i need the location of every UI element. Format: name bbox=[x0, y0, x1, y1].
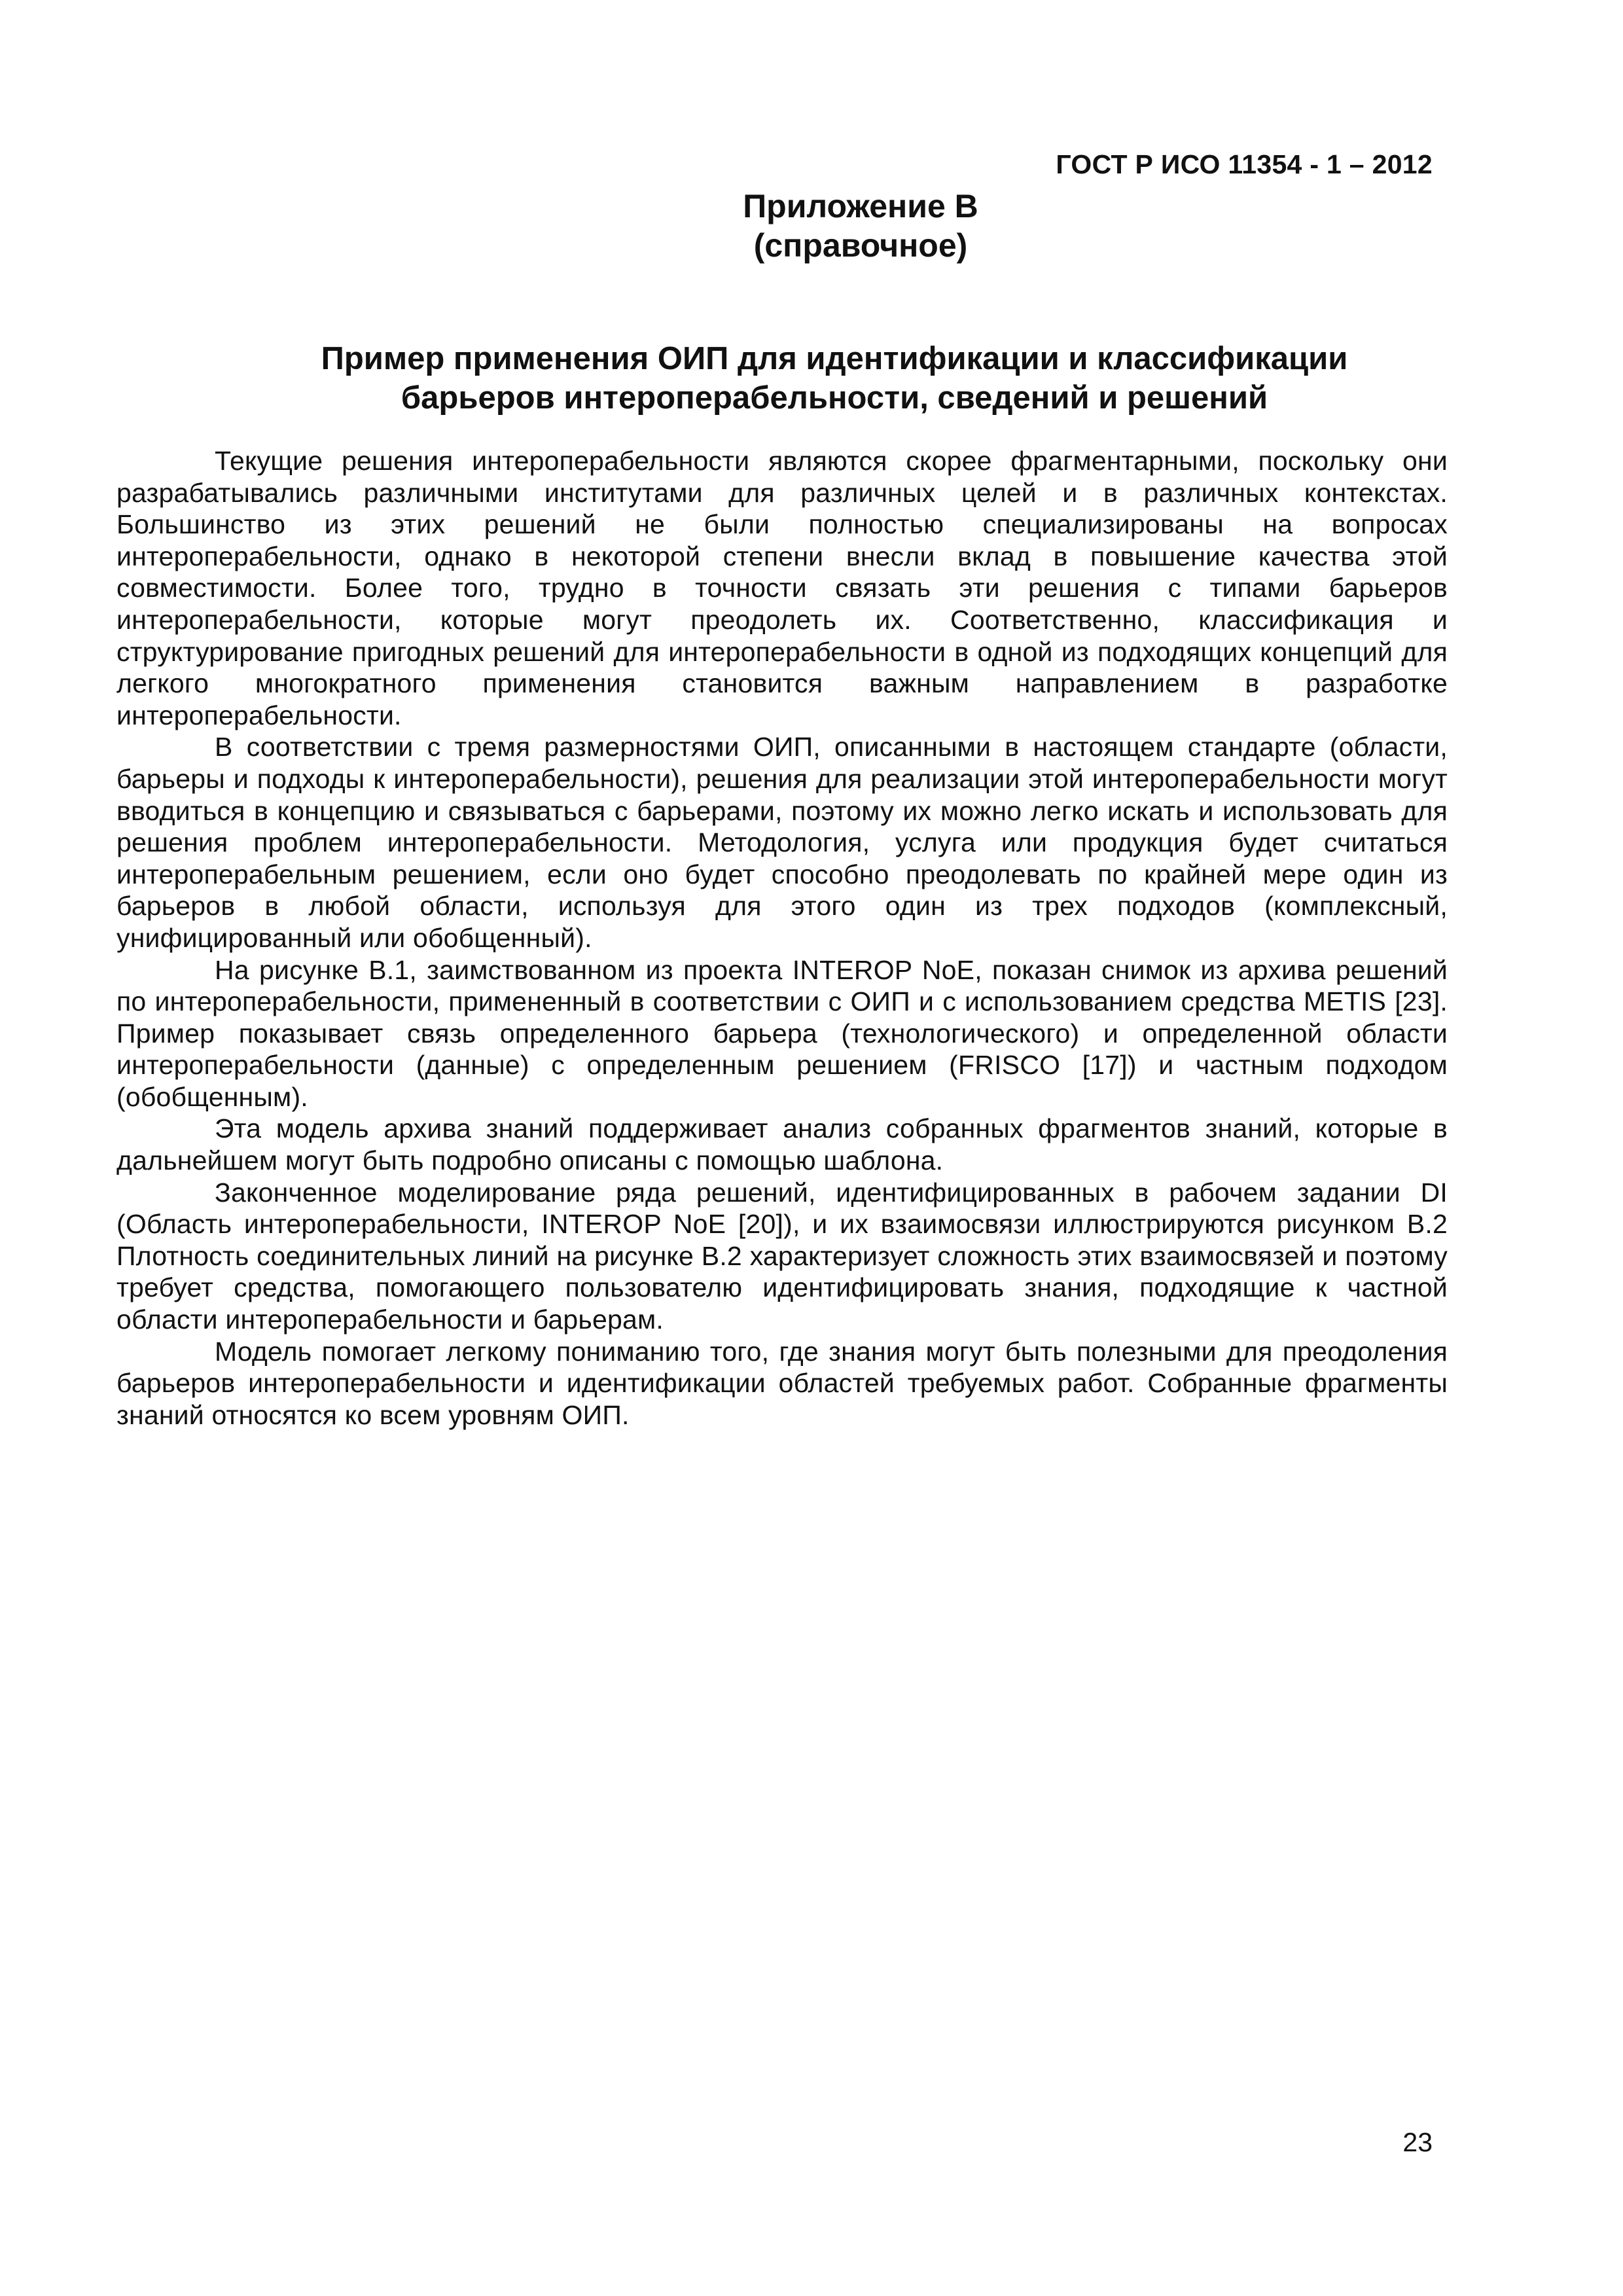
paragraph: В соответствии с тремя размерностями ОИП, описанными в настоящем стандарте (области, барьеры и подходы к интероперабельности), решения для реализации этой интероперабельности могут вводиться в концепцию и связываться с барьерами, поэтому их можно легко искать и использовать для решения проблем интероперабельности. Методология, услуга или продукция будет считаться интероперабельным решением, если оно будет способно преодолевать по крайней мере один из барьеров в любой области, используя для этого один из трех подходов (комплексный, унифицированный или обобщенный). bbox=[116, 732, 1448, 953]
appendix-subtitle: (справочное) bbox=[753, 227, 968, 264]
page-number: 23 bbox=[1402, 2127, 1433, 2157]
body-text bbox=[116, 445, 1448, 1431]
paragraph: Эта модель архива знаний поддерживает анализ собранных фрагментов знаний, которые в дальнейшем могут быть подробно описаны с помощью шаблона. bbox=[116, 1113, 1448, 1176]
appendix-title: Приложение В bbox=[743, 188, 978, 224]
appendix-title-block bbox=[0, 187, 1623, 265]
paragraph: Законченное моделирование ряда решений, идентифицированных в рабочем задании DI (Область интероперабельности, INTEROP NoE [20]), и их взаимосвязи иллюстрируются рисунком В.2 Плотность соединительных линий на рисунке В.2 характеризует сложность этих взаимосвязей и поэтому требует средства, помогающего пользователю идентифицировать знания, подходящие к частной области интероперабельности и барьерам. bbox=[116, 1177, 1448, 1335]
paragraph: Текущие решения интероперабельности являются скорее фрагментарными, поскольку они разрабатывались различными институтами для различных целей и в различных контекстах. Большинство из этих решений не были полностью специализированы на вопросах интероперабельности, однако в некоторой степени внесли вклад в повышение качества этой совместимости. Более того, трудно в точности связать эти решения с типами барьеров интероперабельности, которые могут преодолеть их. Соответственно, классификация и структурирование пригодных решений для интероперабельности в одной из подходящих концепций для легкого многократного применения становится важным направлением в разработке интероперабельности. bbox=[116, 446, 1448, 730]
section-heading-line: Пример применения ОИП для идентификации и классификации bbox=[321, 341, 1348, 376]
paragraph: Модель помогает легкому пониманию того, где знания могут быть полезными для преодоления барьеров интероперабельности и идентификации областей требуемых работ. Собранные фрагменты знаний относятся ко всем уровням ОИП. bbox=[116, 1336, 1448, 1430]
paragraph: На рисунке В.1, заимствованном из проекта INTEROP NoE, показан снимок из архива решений по интероперабельности, примененный в соответствии с ОИП и с использованием средства METIS [23]. Пример показывает связь определенного барьера (технологического) и определенной области интероперабельности (данные) с определенным решением (FRISCO [17]) и частным подходом (обобщенным). bbox=[116, 954, 1448, 1112]
section-heading-line: барьеров интероперабельности, сведений и решений bbox=[401, 380, 1268, 416]
section-heading bbox=[0, 339, 1623, 418]
document-code: ГОСТ Р ИСО 11354 - 1 – 2012 bbox=[1056, 149, 1433, 179]
